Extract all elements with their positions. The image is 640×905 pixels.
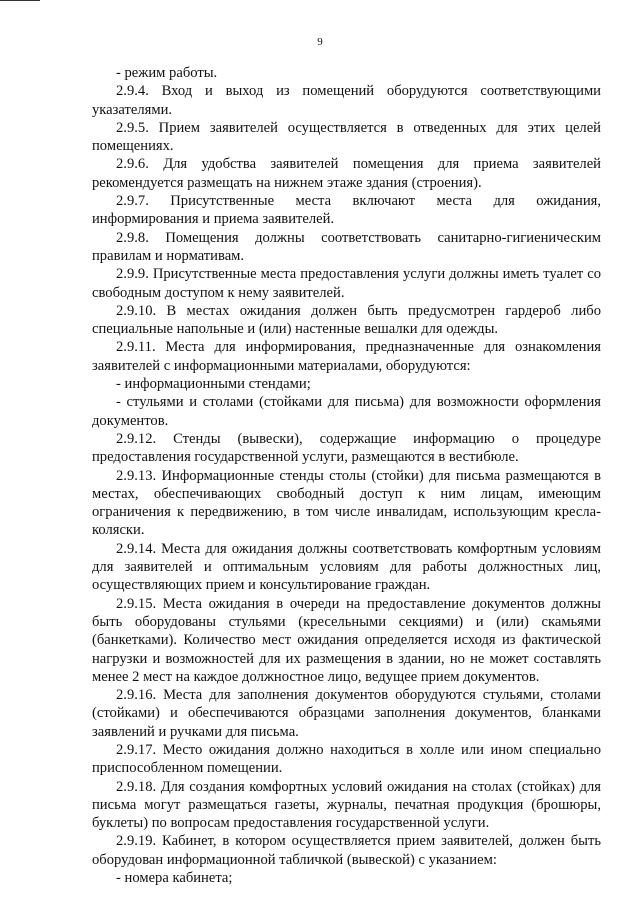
paragraph-2-9-19: 2.9.19. Кабинет, в котором осуществляется прием заявителей, должен быть оборудован информационной табличкой (вывеской) с указанием: <box>92 833 601 868</box>
document-body <box>92 64 601 887</box>
paragraph-2-9-11: 2.9.11. Места для информирования, предназначенные для ознакомления заявителей с информационными материалами, оборудуются: <box>92 339 601 374</box>
paragraph-2-9-12: 2.9.12. Стенды (вывески), содержащие информацию о процедуре предоставления государственной услуги, размещаются в вестибюле. <box>92 430 601 466</box>
paragraph-2-9-4: 2.9.4. Вход и выход из помещений оборудуются соответствующими указателями. <box>92 83 601 118</box>
paragraph-2-9-14: 2.9.14. Места для ожидания должны соответствовать комфортным условиям для заявителей и оптимальным условиям для работы должностных лиц, осуществляющих прием и консультирование граждан. <box>92 540 601 594</box>
paragraph-2-9-17: 2.9.17. Место ожидания должно находиться в холле или ином специально приспособленном помещении. <box>92 741 601 777</box>
paragraph-2-9-18: 2.9.18. Для создания комфортных условий ожидания на столах (стойках) для письма могут размещаться газеты, журналы, печатная продукция (брошюры, буклеты) по вопросам предоставления государственной услуги. <box>92 778 601 832</box>
paragraph-2-9-13: 2.9.13. Информационные стенды столы (стойки) для письма размещаются в местах, обеспечивающих свободный доступ к ним лицам, имеющим ограничения к передвижению, в том числе инвалидам, использующим кресла-коляски. <box>92 467 601 539</box>
scan-corner-mark <box>0 0 40 1</box>
paragraph-2-9-7: 2.9.7. Присутственные места включают места для ожидания, информирования и приема заявителей. <box>92 193 601 228</box>
list-item-room-number: - номера кабинета; <box>116 870 233 887</box>
list-item-work-schedule: - режим работы. <box>116 65 218 81</box>
page-number: 9 <box>317 36 323 48</box>
list-item-chairs-tables: - стульями и столами (стойками для письма) для возможности оформления документов. <box>92 394 601 429</box>
paragraph-2-9-6: 2.9.6. Для удобства заявителей помещения для приема заявителей рекомендуется размещать на нижнем этаже здания (строения). <box>92 156 601 191</box>
paragraph-2-9-16: 2.9.16. Места для заполнения документов оборудуются стульями, столами (стойками) и обеспечиваются образцами заполнения документов, бланками заявлений и ручками для письма. <box>92 687 601 740</box>
list-item-info-stands: - информационными стендами; <box>116 376 311 393</box>
paragraph-2-9-15: 2.9.15. Места ожидания в очереди на предоставление документов должны быть оборудованы стульями (кресельными секциями) и (или) скамьями (банкетками). Количество мест ожидания определяется исходя из фактической нагрузки и возможностей для их размещения в здании, но не может составлять менее 2 мест на каждое должностное лицо, ведущее прием документов. <box>92 595 601 685</box>
paragraph-2-9-8: 2.9.8. Помещения должны соответствовать санитарно-гигиеническим правилам и нормативам. <box>92 229 601 264</box>
paragraph-2-9-5: 2.9.5. Прием заявителей осуществляется в отведенных для этих целей помещениях. <box>92 119 601 155</box>
paragraph-2-9-9: 2.9.9. Присутственные места предоставления услуги должны иметь туалет со свободным доступом к нему заявителей. <box>92 266 601 301</box>
paragraph-2-9-10: 2.9.10. В местах ожидания должен быть предусмотрен гардероб либо специальные напольные и (или) настенные вешалки для одежды. <box>92 302 601 338</box>
